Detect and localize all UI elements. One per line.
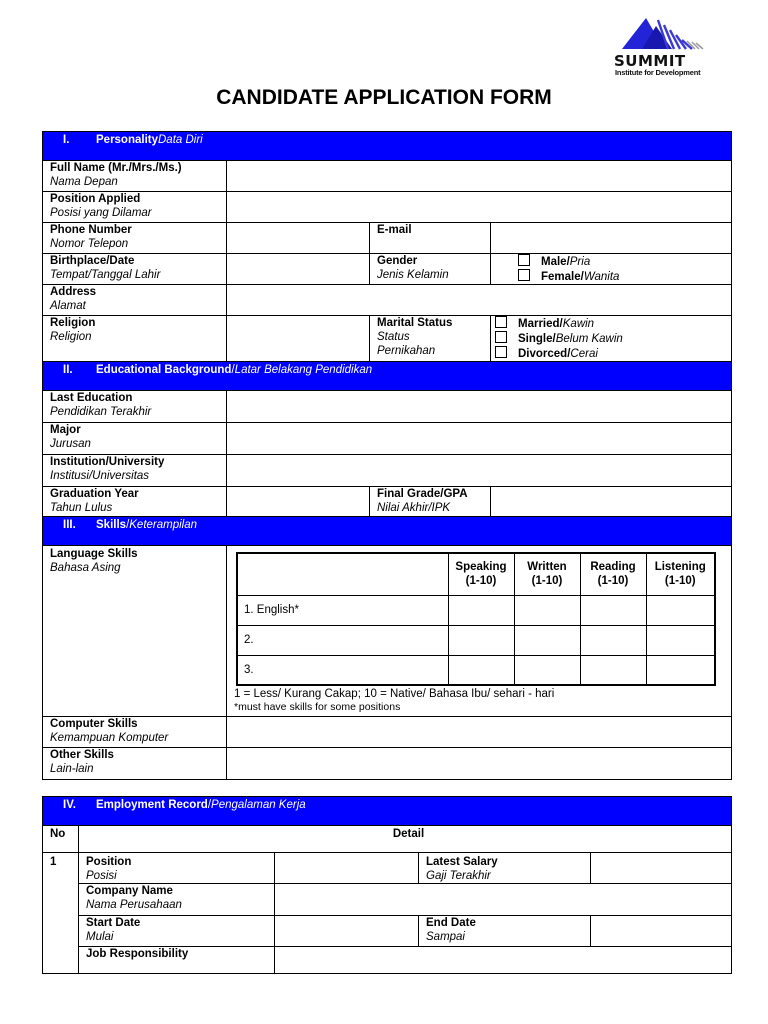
end-date-field[interactable] xyxy=(591,916,732,947)
label-en: Final Grade/GPA xyxy=(377,488,468,500)
salary-field[interactable] xyxy=(591,853,732,884)
email-label xyxy=(370,223,491,254)
full-name-field[interactable] xyxy=(227,161,732,192)
language-header-blank xyxy=(237,553,448,595)
option-en: Male/ xyxy=(541,256,570,268)
label-en: Graduation Year xyxy=(50,488,139,500)
employment-row-number: 1 xyxy=(43,853,79,974)
label-id: Bahasa Asing xyxy=(50,562,121,574)
graduation-year-label xyxy=(43,487,227,517)
language-skills-label xyxy=(43,546,227,717)
last-education-field[interactable] xyxy=(227,391,732,423)
score-cell[interactable] xyxy=(514,655,580,685)
label-id: Kemampuan Komputer xyxy=(50,732,169,744)
option-en: Female/ xyxy=(541,271,584,283)
full-name-label xyxy=(43,161,227,192)
label-en: Position Applied xyxy=(50,193,141,205)
gender-female-option[interactable] xyxy=(518,269,731,284)
section-number: III. xyxy=(63,519,76,531)
language-required-note: *must have skills for some positions xyxy=(234,701,401,713)
option-id: Belum Kawin xyxy=(555,333,623,345)
label-en: Last Education xyxy=(50,392,133,404)
label-en: Language Skills xyxy=(50,548,138,560)
salary-label xyxy=(419,853,591,884)
label-en: Marital Status xyxy=(377,317,453,329)
section-number: I. xyxy=(63,134,70,146)
header-line: (1-10) xyxy=(597,575,629,588)
section-number: II. xyxy=(63,364,73,376)
section-title-id: Keterampilan xyxy=(129,519,198,531)
option-en: Divorced/ xyxy=(518,348,571,360)
position-applied-label xyxy=(43,192,227,223)
label-id: Alamat xyxy=(50,300,86,312)
label-id: Nama Depan xyxy=(50,176,118,188)
marital-single-option[interactable] xyxy=(495,331,731,346)
label-en: Birthplace/Date xyxy=(50,255,135,267)
language-scale-note: 1 = Less/ Kurang Cakap; 10 = Native/ Bahasa Ibu/ sehari - hari xyxy=(234,688,555,700)
section-title-en: Educational Background xyxy=(96,364,232,376)
label-id: Status xyxy=(377,331,410,343)
logo-wordmark: SUMMIT xyxy=(614,52,686,70)
option-en: Single/ xyxy=(518,333,556,345)
label-en: Full Name (Mr./Mrs./Ms.) xyxy=(50,162,182,174)
label-en: E-mail xyxy=(377,224,412,236)
label-id: Lain-lain xyxy=(50,763,94,775)
score-cell[interactable] xyxy=(514,595,580,625)
label-id: Nilai Akhir/IPK xyxy=(377,502,451,514)
section-header-skills: III. Skills/Keterampilan xyxy=(43,517,732,546)
checkbox-icon[interactable] xyxy=(495,316,507,328)
marital-divorced-option[interactable] xyxy=(495,346,731,361)
header-listening xyxy=(646,553,715,595)
label-en: Institution/University xyxy=(50,456,165,468)
label-id: Nomor Telepon xyxy=(50,238,129,250)
email-field[interactable] xyxy=(491,223,732,254)
final-grade-field[interactable] xyxy=(491,487,732,517)
other-skills-field[interactable] xyxy=(227,748,732,780)
label-en: Computer Skills xyxy=(50,718,138,730)
institution-field[interactable] xyxy=(227,455,732,487)
language-skills-cell xyxy=(227,546,732,717)
label-en: Other Skills xyxy=(50,749,114,761)
marital-married-option[interactable] xyxy=(495,316,731,331)
label-en: Company Name xyxy=(86,885,173,897)
label-id: Institusi/Universitas xyxy=(50,470,150,482)
score-cell[interactable] xyxy=(448,595,514,625)
religion-label xyxy=(43,316,227,362)
main-form-table xyxy=(42,131,732,780)
label-en: Phone Number xyxy=(50,224,132,236)
option-id: Kawin xyxy=(562,318,595,330)
language-row-label: 1. English* xyxy=(237,595,448,625)
last-education-label xyxy=(43,391,227,423)
header-line: Speaking xyxy=(455,561,507,574)
label-en: Start Date xyxy=(86,917,141,929)
score-cell[interactable] xyxy=(580,595,646,625)
label-en: Latest Salary xyxy=(426,856,498,868)
computer-skills-field[interactable] xyxy=(227,717,732,748)
label-id: Pernikahan xyxy=(377,345,436,357)
header-line: Written xyxy=(527,561,567,574)
section-header-personal xyxy=(43,132,732,161)
section-number: IV. xyxy=(63,799,77,811)
birth-label xyxy=(43,254,227,285)
label-id: Posisi yang Dilamar xyxy=(50,207,152,219)
score-cell[interactable] xyxy=(646,655,715,685)
score-cell[interactable] xyxy=(448,625,514,655)
end-date-label xyxy=(419,916,591,947)
position-label xyxy=(79,853,275,884)
score-cell[interactable] xyxy=(580,625,646,655)
address-field[interactable] xyxy=(227,285,732,316)
page-title: CANDIDATE APPLICATION FORM xyxy=(216,86,552,109)
label-id: Nama Perusahaan xyxy=(86,899,182,911)
option-id: Cerai xyxy=(570,348,598,360)
score-cell[interactable] xyxy=(646,595,715,625)
section-title-en: Personality xyxy=(96,134,158,146)
marital-options xyxy=(491,316,732,362)
header-speaking xyxy=(448,553,514,595)
institution-label xyxy=(43,455,227,487)
phone-field[interactable] xyxy=(227,223,370,254)
column-no: No xyxy=(43,826,79,853)
score-cell[interactable] xyxy=(514,625,580,655)
label-id: Mulai xyxy=(86,931,114,943)
label-id: Gaji Terakhir xyxy=(426,870,491,882)
marital-label xyxy=(370,316,491,362)
label-id: Posisi xyxy=(86,870,117,882)
header-line: Reading xyxy=(590,561,636,574)
label-id: Tahun Lulus xyxy=(50,502,113,514)
score-cell[interactable] xyxy=(646,625,715,655)
gender-label xyxy=(370,254,491,285)
header-line: (1-10) xyxy=(465,575,497,588)
label-en: End Date xyxy=(426,917,476,929)
label-id: Pendidikan Terakhir xyxy=(50,406,152,418)
header-written xyxy=(514,553,580,595)
section-header-education: II. Educational Background/Latar Belakang Pendidikan xyxy=(43,362,732,391)
score-cell[interactable] xyxy=(580,655,646,685)
major-label xyxy=(43,423,227,455)
company-field[interactable] xyxy=(275,884,732,916)
section-title-id: Latar Belakang Pendidikan xyxy=(234,364,373,376)
checkbox-icon[interactable] xyxy=(518,269,530,281)
start-date-label xyxy=(79,916,275,947)
score-cell[interactable] xyxy=(448,655,514,685)
label-en: Gender xyxy=(377,255,418,267)
section-title-en: Skills xyxy=(96,519,127,531)
label-id: Religion xyxy=(50,331,92,343)
company-label xyxy=(79,884,275,916)
employment-table xyxy=(42,796,732,974)
option-id: Pria xyxy=(569,256,591,268)
job-responsibility-label xyxy=(79,947,275,974)
label-en: Religion xyxy=(50,317,96,329)
address-label xyxy=(43,285,227,316)
gender-male-option[interactable] xyxy=(518,254,731,269)
label-id: Tempat/Tanggal Lahir xyxy=(50,269,161,281)
religion-field[interactable] xyxy=(227,316,370,362)
logo-subtitle: Institute for Development xyxy=(615,68,701,77)
position-applied-field[interactable] xyxy=(227,192,732,223)
option-id: Wanita xyxy=(583,271,620,283)
label-en: Job Responsibility xyxy=(86,948,189,960)
header-line: (1-10) xyxy=(531,575,563,588)
language-skills-table xyxy=(236,552,716,686)
checkbox-icon[interactable] xyxy=(495,346,507,358)
major-field[interactable] xyxy=(227,423,732,455)
start-date-field[interactable] xyxy=(275,916,419,947)
language-row-label: 3. xyxy=(237,655,448,685)
position-field[interactable] xyxy=(275,853,419,884)
section-title-id: Pengalaman Kerja xyxy=(211,799,306,811)
section-title-id: Data Diri xyxy=(158,134,203,146)
gender-options xyxy=(491,254,732,285)
option-en: Married/ xyxy=(518,318,563,330)
job-responsibility-field[interactable] xyxy=(275,947,732,974)
column-detail: Detail xyxy=(79,826,732,853)
label-en: Position xyxy=(86,856,132,868)
final-grade-label xyxy=(370,487,491,517)
phone-label xyxy=(43,223,227,254)
computer-skills-label xyxy=(43,717,227,748)
graduation-year-field[interactable] xyxy=(227,487,370,517)
section-header-employment: IV. Employment Record/Pengalaman Kerja xyxy=(43,797,732,826)
label-en: Major xyxy=(50,424,81,436)
birth-field[interactable] xyxy=(227,254,370,285)
other-skills-label xyxy=(43,748,227,780)
label-id: Sampai xyxy=(426,931,465,943)
header-line: Listening xyxy=(654,561,706,574)
checkbox-icon[interactable] xyxy=(518,254,530,266)
label-id: Jenis Kelamin xyxy=(377,269,449,281)
language-row-label: 2. xyxy=(237,625,448,655)
label-en: Address xyxy=(50,286,97,298)
header-reading xyxy=(580,553,646,595)
checkbox-icon[interactable] xyxy=(495,331,507,343)
header-line: (1-10) xyxy=(664,575,696,588)
label-id: Jurusan xyxy=(50,438,91,450)
section-title-en: Employment Record xyxy=(96,799,208,811)
